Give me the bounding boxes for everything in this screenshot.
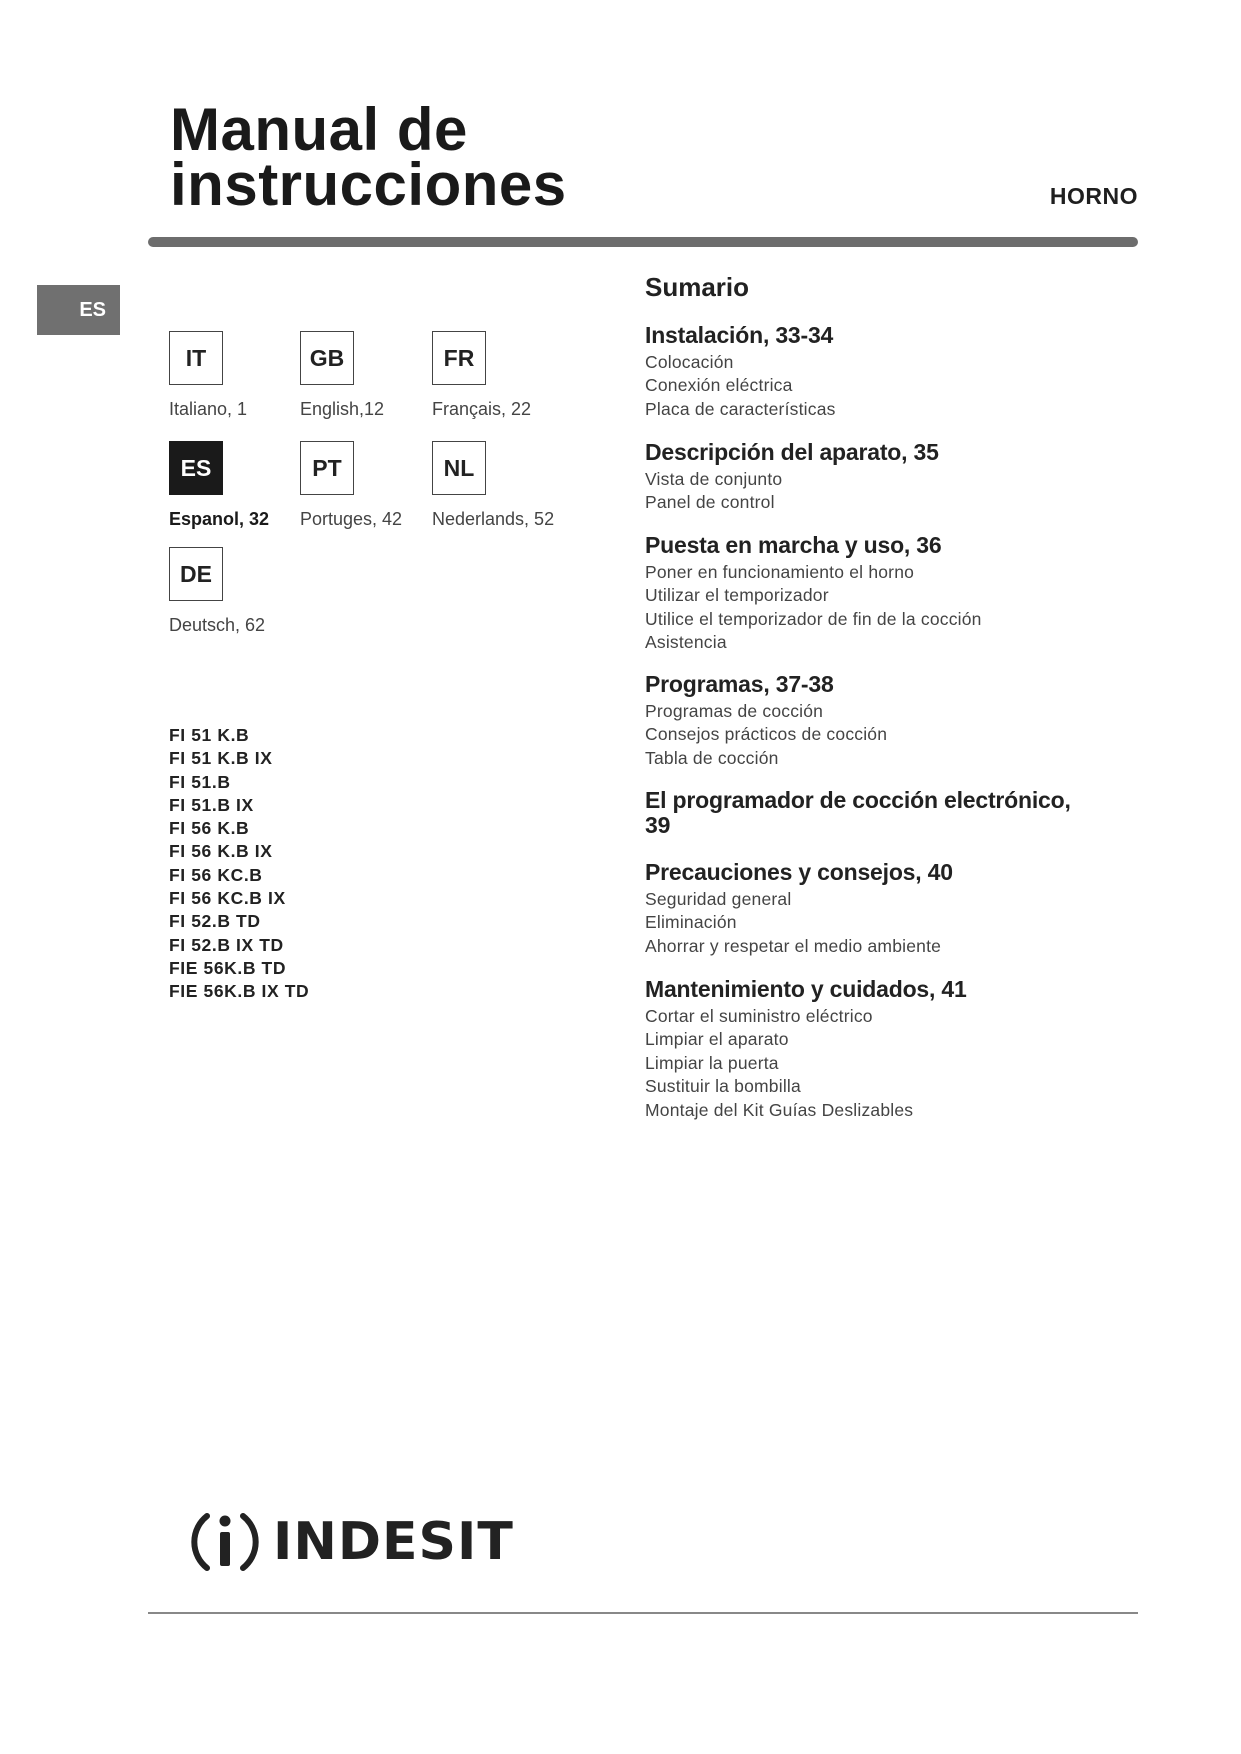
toc-item-link[interactable]: Sustituir la bombilla bbox=[645, 1076, 801, 1097]
model-item: FIE 56K.B IX TD bbox=[169, 981, 310, 1002]
indesit-i-logo-icon bbox=[185, 1502, 265, 1582]
product-category: HORNO bbox=[1049, 183, 1138, 209]
language-link-de[interactable] bbox=[169, 547, 319, 636]
toc-item-link[interactable]: Panel de control bbox=[645, 492, 775, 513]
toc-item-link[interactable]: Asistencia bbox=[645, 632, 727, 653]
language-link-gb[interactable] bbox=[300, 331, 450, 420]
toc-heading-link[interactable]: Puesta en marcha y uso, 36 bbox=[645, 532, 942, 558]
toc-item-link[interactable]: Tabla de cocción bbox=[645, 747, 779, 768]
toc-item-link[interactable]: Limpiar el aparato bbox=[645, 1029, 789, 1050]
language-code-box: NL bbox=[432, 441, 486, 495]
model-item: FIE 56K.B TD bbox=[169, 957, 287, 978]
toc-section-programador bbox=[645, 788, 1095, 841]
toc-heading-link[interactable]: Mantenimiento y cuidados, 41 bbox=[645, 976, 967, 1002]
toc-item-link[interactable]: Consejos prácticos de cocción bbox=[645, 724, 888, 745]
language-code-box: ES bbox=[169, 441, 223, 495]
language-label: English,12 bbox=[300, 399, 385, 419]
toc-item-link[interactable]: Placa de características bbox=[645, 398, 836, 419]
toc-item-link[interactable]: Programas de cocción bbox=[645, 701, 824, 721]
language-link-nl[interactable] bbox=[432, 441, 582, 530]
language-code-box: PT bbox=[300, 441, 354, 495]
model-item: FI 52.B IX TD bbox=[169, 934, 284, 955]
toc-item-link[interactable]: Conexión eléctrica bbox=[645, 375, 793, 396]
model-item: FI 51.B IX bbox=[169, 794, 254, 815]
model-item: FI 51.B bbox=[169, 771, 231, 792]
model-item: FI 56 K.B IX bbox=[169, 841, 273, 862]
language-label: Deutsch, 62 bbox=[169, 615, 266, 635]
toc-section-descripcion bbox=[645, 440, 1125, 515]
toc-section-mantenimiento bbox=[645, 977, 1125, 1122]
model-list bbox=[169, 724, 309, 1004]
toc-section-instalacion bbox=[645, 323, 1125, 421]
toc-item-link[interactable]: Vista de conjunto bbox=[645, 469, 783, 489]
language-link-es[interactable] bbox=[169, 441, 319, 530]
toc-item-link[interactable]: Poner en funcionamiento el horno bbox=[645, 562, 915, 582]
toc-item-link[interactable]: Eliminación bbox=[645, 912, 737, 933]
model-item: FI 51 K.B bbox=[169, 725, 250, 745]
toc-heading-link[interactable]: Instalación, 33-34 bbox=[645, 322, 834, 348]
language-code-box: DE bbox=[169, 547, 223, 601]
model-item: FI 51 K.B IX bbox=[169, 748, 273, 769]
toc-section-programas bbox=[645, 672, 1125, 770]
page-title-line-1: Manual de bbox=[170, 96, 468, 163]
toc-heading-link[interactable]: El programador de cocción electrónico, 39 bbox=[645, 787, 1071, 838]
model-item: FI 56 KC.B IX bbox=[169, 888, 286, 909]
toc-item-link[interactable]: Seguridad general bbox=[645, 889, 792, 909]
toc-item-link[interactable]: Montaje del Kit Guías Deslizables bbox=[645, 1099, 914, 1120]
model-item: FI 56 K.B bbox=[169, 818, 250, 839]
toc-title: Sumario bbox=[645, 272, 750, 302]
language-label: Nederlands, 52 bbox=[432, 509, 555, 529]
toc-heading-link[interactable]: Programas, 37-38 bbox=[645, 671, 834, 697]
toc-item-link[interactable]: Colocación bbox=[645, 352, 734, 372]
language-code-box: FR bbox=[432, 331, 486, 385]
page-title-line-2: instrucciones bbox=[170, 151, 567, 218]
language-link-fr[interactable] bbox=[432, 331, 582, 420]
toc-item-link[interactable]: Ahorrar y respetar el medio ambiente bbox=[645, 935, 942, 956]
language-link-it[interactable] bbox=[169, 331, 319, 420]
current-language-tab: ES bbox=[37, 285, 120, 335]
toc-item-link[interactable]: Cortar el suministro eléctrico bbox=[645, 1006, 873, 1026]
toc-heading-link[interactable]: Precauciones y consejos, 40 bbox=[645, 859, 953, 885]
toc-item-link[interactable]: Utilice el temporizador de fin de la cocción bbox=[645, 608, 982, 629]
header-divider bbox=[148, 237, 1138, 247]
language-label: Portuges, 42 bbox=[300, 509, 403, 529]
toc-section-puesta-en-marcha bbox=[645, 533, 1125, 655]
brand-logo bbox=[185, 1502, 514, 1582]
language-label: Italiano, 1 bbox=[169, 399, 248, 419]
language-code-box: GB bbox=[300, 331, 354, 385]
language-code-box: IT bbox=[169, 331, 223, 385]
model-item: FI 56 KC.B bbox=[169, 864, 263, 885]
toc-item-link[interactable]: Limpiar la puerta bbox=[645, 1052, 779, 1073]
toc-section-precauciones bbox=[645, 860, 1125, 958]
brand-logo-text: INDESIT bbox=[273, 1512, 514, 1572]
language-link-pt[interactable] bbox=[300, 441, 450, 530]
toc-heading-link[interactable]: Descripción del aparato, 35 bbox=[645, 439, 939, 465]
toc-item-link[interactable]: Utilizar el temporizador bbox=[645, 585, 829, 606]
footer-divider bbox=[148, 1612, 1138, 1614]
language-label: Français, 22 bbox=[432, 399, 532, 419]
language-label: Espanol, 32 bbox=[169, 509, 270, 529]
model-item: FI 52.B TD bbox=[169, 911, 261, 932]
